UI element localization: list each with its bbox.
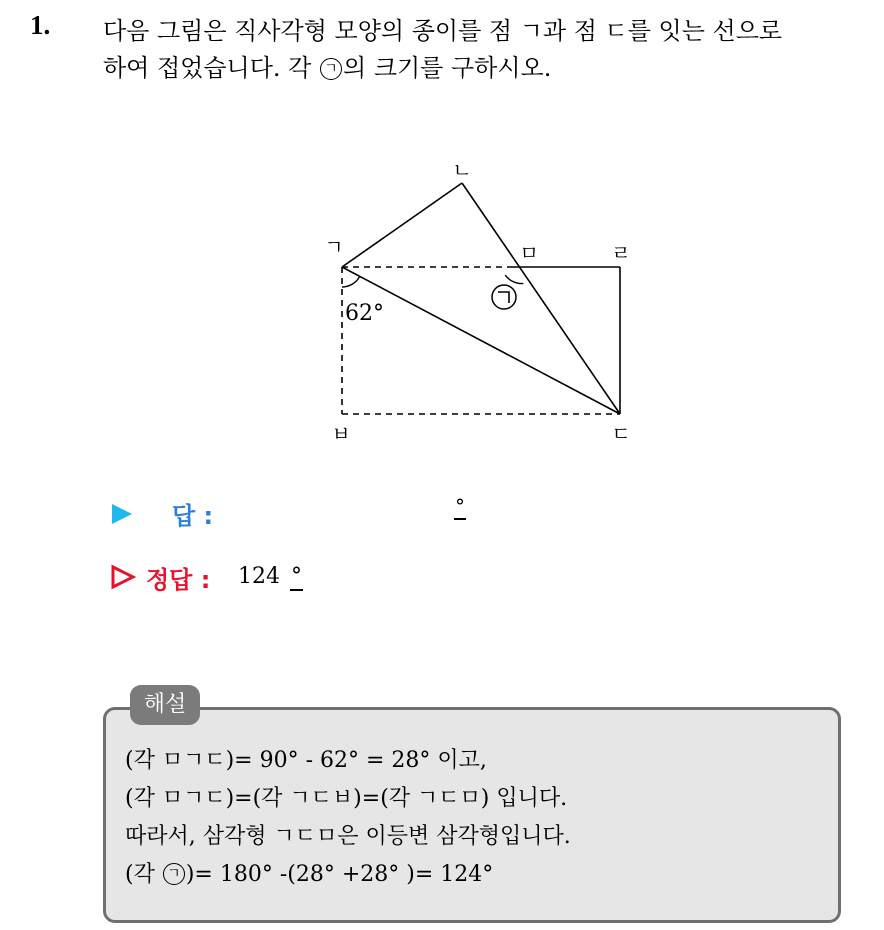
correct-number: 124 bbox=[238, 564, 280, 589]
solution-line-2: (각 ㅁㄱㄷ)=(각 ㄱㄷㅂ)=(각 ㄱㄷㅁ) 입니다. bbox=[125, 786, 568, 811]
correct-unit: ° bbox=[291, 564, 302, 589]
solution-line-4-before: (각 bbox=[125, 862, 162, 887]
question-text bbox=[103, 13, 878, 87]
question-line-2-after: 의 크기를 구하시오. bbox=[343, 54, 552, 82]
solution-line-1: (각 ㅁㄱㄷ)= 90° - 62° = 28° 이고, bbox=[125, 748, 487, 773]
angle-arc-giyeok bbox=[505, 275, 523, 284]
label-mieum: ㅁ bbox=[519, 241, 539, 265]
question-line-2 bbox=[103, 50, 878, 87]
label-digeut: ㄷ bbox=[611, 422, 631, 446]
circled-mark-icon: ㄱ bbox=[163, 863, 185, 885]
answer-label: 답 : bbox=[172, 502, 214, 530]
solution-line-4 bbox=[125, 856, 835, 894]
correct-label: 정답 : bbox=[146, 566, 211, 594]
angle-arc-62 bbox=[342, 276, 360, 287]
question-line-2-before: 하여 접었습니다. 각 bbox=[103, 54, 319, 82]
solution-text bbox=[125, 742, 835, 894]
edge-n-d bbox=[462, 183, 620, 414]
correct-value bbox=[238, 564, 303, 589]
label-nieun: ㄴ bbox=[452, 158, 472, 182]
circled-mark-icon bbox=[492, 285, 516, 309]
angle-label-62: 62° bbox=[345, 301, 384, 326]
edge-g-n bbox=[342, 183, 462, 267]
label-giyeok: ㄱ bbox=[324, 235, 344, 259]
fold-line-g-d bbox=[342, 267, 620, 414]
solution-tag: 해설 bbox=[130, 685, 200, 725]
answer-unit-symbol: ° bbox=[455, 494, 465, 518]
label-rieul: ㄹ bbox=[611, 241, 631, 265]
label-bieup: ㅂ bbox=[331, 422, 351, 446]
circled-mark-icon: ㄱ bbox=[320, 58, 342, 80]
question-number: 1. bbox=[30, 10, 51, 40]
triangle-right-filled-icon bbox=[110, 502, 134, 526]
question-line-1: 다음 그림은 직사각형 모양의 종이를 점 ㄱ과 점 ㄷ를 잇는 선으로 bbox=[103, 17, 783, 45]
circled-mark-glyph bbox=[498, 292, 509, 303]
answer-row bbox=[110, 494, 465, 532]
solution-line-4-after: )= 180° -(28° +28° )= 124° bbox=[185, 862, 494, 887]
triangle-right-outline-icon bbox=[110, 564, 136, 590]
answer-unit bbox=[454, 494, 466, 518]
folded-paper-figure bbox=[290, 150, 650, 450]
solution-line-3: 따라서, 삼각형 ㄱㄷㅁ은 이등변 삼각형입니다. bbox=[125, 824, 571, 849]
